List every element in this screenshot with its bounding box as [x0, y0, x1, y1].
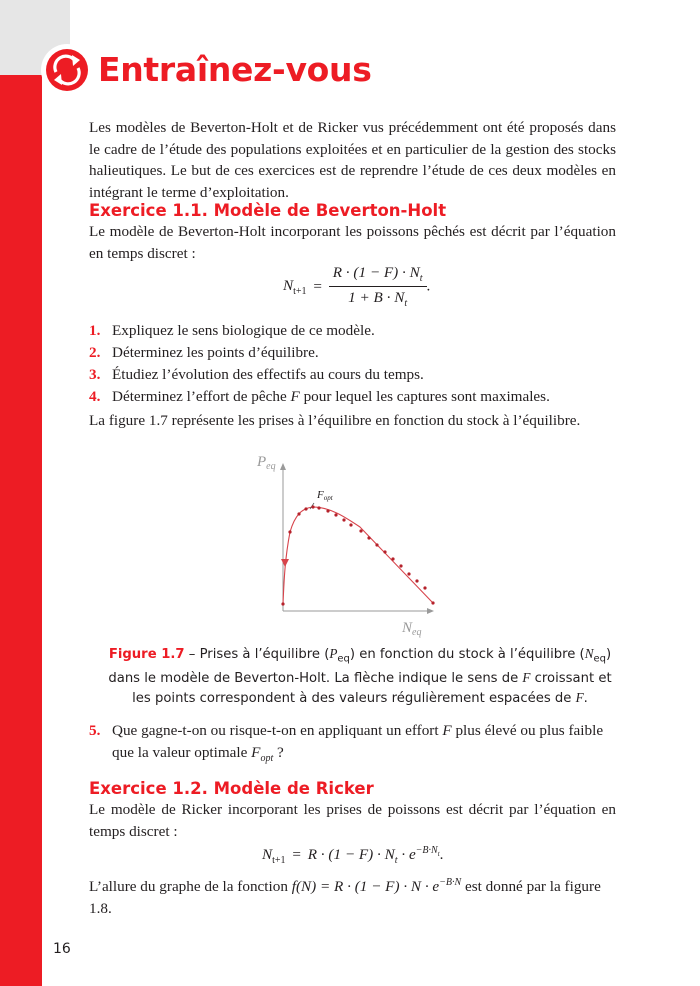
question-item: 3. Étudiez l’évolution des effectifs au cours du temps.	[89, 366, 424, 383]
question-item: 1. Expliquez le sens biologique de ce modèle.	[89, 322, 375, 339]
exercise-1-question-5	[89, 720, 616, 770]
page-number: 16	[53, 941, 71, 957]
question-item: 5. Que gagne-t-on ou risque-t-on en appliquant un effort F plus élevé ou plus faible que la valeur optimale $F_{opt}$ ?	[89, 722, 604, 765]
svg-text:Neq: $N_{eq}$	[402, 620, 422, 638]
svg-text:Peq: $P_{eq}$	[257, 454, 276, 472]
beverton-holt-equation: $N_{t+1}$ = $\frac{R \cdot (1 - F) \cdot N_t}{1 + B \cdot N_t}$ .	[283, 264, 431, 310]
question-item: 4. Déterminez l’effort de pêche F pour lequel les captures sont maximales.	[89, 388, 550, 405]
exercise-1-questions	[89, 320, 616, 408]
side-red-strip	[0, 75, 42, 986]
exercise-1-heading: Exercice 1.1. Modèle de Beverton-Holt	[89, 201, 447, 220]
figure-1-7-caption: Figure 1.7 – Prises à l’équilibre $(P_{eq})$ en fonction du stock à l’équilibre $(N_{eq})$ dans le modèle de Beverton-Holt. La flèche indique le sens de F croissant et les points correspondent à des valeurs régulièrement espacées de F.	[108, 646, 612, 706]
figure-intro: La figure 1.7 représente les prises à l’équilibre en fonction du stock à l’équilibre.	[89, 412, 581, 429]
svg-text:Fopt: Fopt	[317, 489, 333, 502]
refresh-icon	[41, 44, 93, 96]
intro-paragraph: Les modèles de Beverton-Holt et de Ricker vus précédemment ont été proposés dans le cadre de l’étude des populations exploitées et en particulier de la gestion des stocks halieutiques. Le but de ces exercices est de reprendre l’étude de ces deux modèles en intégrant le terme d’exploitation.	[89, 119, 616, 201]
exercise-2-heading: Exercice 1.2. Modèle de Ricker	[89, 779, 374, 798]
page-title: Entraînez-vous	[98, 50, 372, 89]
exercise-1-intro: Le modèle de Beverton-Holt incorporant les poissons pêchés est décrit par l’équation en temps discret :	[89, 223, 616, 262]
question-item: 2. Déterminez les points d’équilibre.	[89, 344, 319, 361]
f-opt-annotation: F	[317, 489, 324, 501]
exercise-2-closing: L’allure du graphe de la fonction $f(N) = R \cdot (1 - F) \cdot N \cdot e^{-B\cdot N}$ est donné par la figure 1.8.	[89, 877, 601, 917]
y-axis-label: P	[257, 454, 267, 470]
ricker-equation: $N_{t+1} = R \cdot (1 - F) \cdot N_t \cdot e^{-B\cdot N_t}$.	[262, 845, 444, 867]
figure-label: Figure 1.7	[108, 647, 185, 662]
x-axis-label: N	[402, 620, 413, 636]
exercise-2-intro: Le modèle de Ricker incorporant les prises de poissons est décrit par l’équation en temps discret :	[89, 801, 616, 840]
figure-1-7-chart	[240, 440, 460, 640]
